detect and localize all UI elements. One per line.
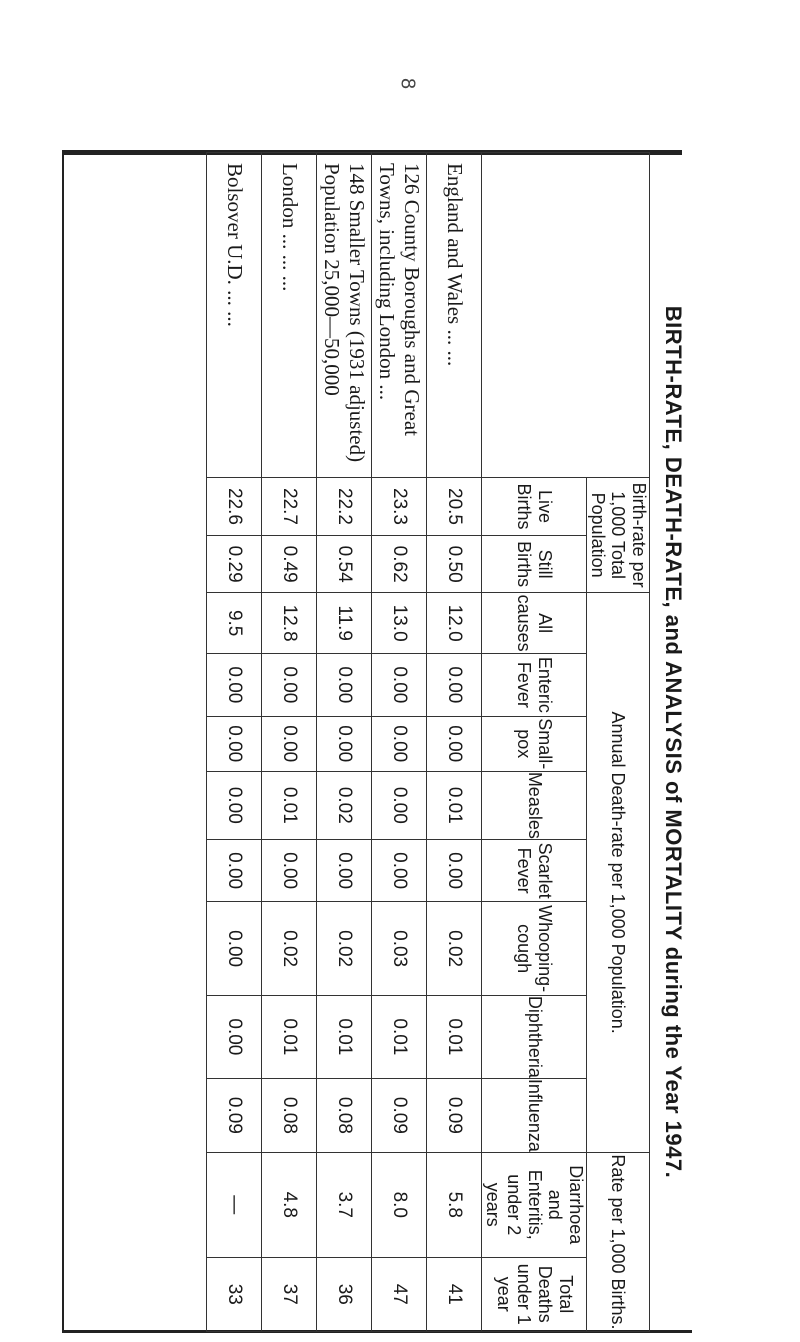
cell: 0.01: [427, 995, 482, 1078]
cell: 5.8: [427, 1152, 482, 1257]
row-area: 126 County Boroughs and Great Towns, including London ...: [372, 153, 427, 478]
cell: 9.5: [207, 593, 262, 654]
cell: 0.00: [372, 716, 427, 771]
cell: 0.00: [372, 771, 427, 839]
cell: 0.00: [372, 654, 427, 717]
cell: 0.00: [372, 839, 427, 902]
cell: 0.29: [207, 536, 262, 593]
cell: 0.00: [207, 902, 262, 995]
cell: 0.54: [317, 536, 372, 593]
cell: 0.00: [427, 839, 482, 902]
infant-rate-header: Rate per 1,000 Births.: [586, 1152, 649, 1331]
cell: 47: [372, 1257, 427, 1331]
row-area: Bolsover U.D. ... ...: [207, 153, 262, 478]
birth-rate-header: Birth-rate per 1,000 Total Population: [586, 478, 649, 593]
cell: 0.09: [427, 1078, 482, 1152]
cell: 0.00: [317, 654, 372, 717]
cell: 0.00: [207, 654, 262, 717]
cell: 0.00: [317, 716, 372, 771]
cell: 0.00: [427, 716, 482, 771]
col-still-births: Still Births: [482, 536, 586, 593]
cell: 20.5: [427, 478, 482, 536]
cell: 3.7: [317, 1152, 372, 1257]
cell: 0.03: [372, 902, 427, 995]
cell: 12.0: [427, 593, 482, 654]
cell: 22.6: [207, 478, 262, 536]
table-title: BIRTH-RATE, DEATH-RATE, and ANALYSIS of MORTALITY during the Year 1947.: [661, 305, 686, 1179]
cell: 0.08: [262, 1078, 317, 1152]
cell: 0.08: [317, 1078, 372, 1152]
cell: 0.00: [262, 839, 317, 902]
cell: 11.9: [317, 593, 372, 654]
cell: 0.02: [317, 771, 372, 839]
col-total-deaths-under-1: Total Deaths under 1 year: [482, 1257, 586, 1331]
col-small-pox: Small-pox: [482, 716, 586, 771]
col-live-births: Live Births: [482, 478, 586, 536]
table-row: [427, 153, 482, 1332]
cell: 0.01: [427, 771, 482, 839]
cell: 0.01: [262, 995, 317, 1078]
col-whooping-cough: Whooping-cough: [482, 902, 586, 995]
cell: 0.00: [262, 654, 317, 717]
death-rate-header: Annual Death-rate per 1,000 Population.: [586, 593, 649, 1153]
group-header-row: [586, 153, 649, 1332]
cell: 0.00: [207, 839, 262, 902]
cell: 8.0: [372, 1152, 427, 1257]
cell: 22.7: [262, 478, 317, 536]
cell: 0.02: [262, 902, 317, 995]
cell: 0.02: [317, 902, 372, 995]
cell: 0.00: [317, 839, 372, 902]
cell: 0.00: [207, 995, 262, 1078]
cell: 13.0: [372, 593, 427, 654]
cell: 0.00: [262, 716, 317, 771]
cell: 23.3: [372, 478, 427, 536]
cell: 37: [262, 1257, 317, 1331]
col-diarrhoea-enteritis: Diarrhoea and Enteritis, under 2 years: [482, 1152, 586, 1257]
cell: 0.01: [262, 771, 317, 839]
col-influenza: Influenza: [482, 1078, 586, 1152]
cell: 0.00: [207, 716, 262, 771]
col-scarlet-fever: Scarlet Fever: [482, 839, 586, 902]
cell: —: [207, 1152, 262, 1257]
cell: 0.01: [317, 995, 372, 1078]
cell: 0.01: [372, 995, 427, 1078]
cell: 0.49: [262, 536, 317, 593]
mortality-table: [207, 152, 651, 1332]
cell: 0.00: [207, 771, 262, 839]
cell: 0.09: [372, 1078, 427, 1152]
cell: 33: [207, 1257, 262, 1331]
cell: 12.8: [262, 593, 317, 654]
cell: 22.2: [317, 478, 372, 536]
cell: 0.00: [427, 654, 482, 717]
rotated-table-region: [64, 152, 694, 1332]
cell: 0.50: [427, 536, 482, 593]
cell: 36: [317, 1257, 372, 1331]
cell: 0.62: [372, 536, 427, 593]
area-header: [482, 153, 650, 478]
cell: 0.02: [427, 902, 482, 995]
table-row: [372, 153, 427, 1332]
row-area: 148 Smaller Towns (1931 adjusted) Population 25,000—50,000: [317, 153, 372, 478]
table-row: [207, 153, 262, 1332]
table-row: [317, 153, 372, 1332]
table-row: [262, 153, 317, 1332]
col-enteric-fever: Enteric Fever: [482, 654, 586, 717]
page-number: 8: [396, 77, 419, 90]
cell: 0.09: [207, 1078, 262, 1152]
cell: 41: [427, 1257, 482, 1331]
row-area: London ... ... ...: [262, 153, 317, 478]
row-area: England and Wales ... ...: [427, 153, 482, 478]
col-diphtheria: Diphtheria: [482, 995, 586, 1078]
col-all-causes: All causes: [482, 593, 586, 654]
cell: 4.8: [262, 1152, 317, 1257]
col-measles: Measles: [482, 771, 586, 839]
